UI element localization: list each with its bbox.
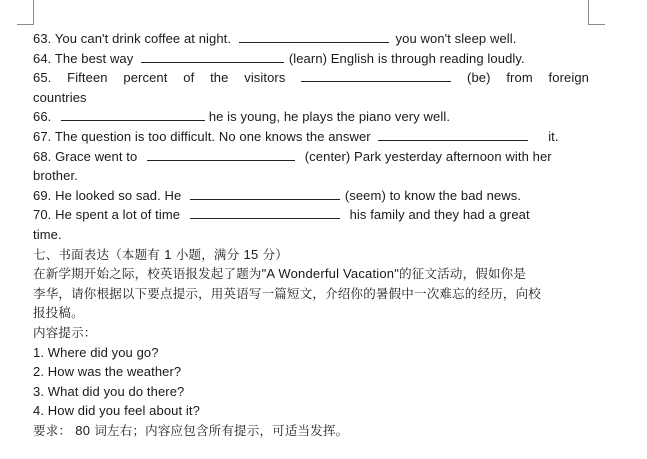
intro-text: 在新学期开始之际，校英语报发起了题为 xyxy=(33,266,262,282)
q68-text-start: 68. Grace went to xyxy=(33,148,138,164)
writing-intro-line-1 xyxy=(33,264,589,284)
question-66 xyxy=(33,107,589,127)
section-question-count: 1 xyxy=(164,246,172,262)
q64-text-end: (learn) English is through reading loudly. xyxy=(288,50,525,66)
question-68-continued xyxy=(33,166,589,186)
q65-word: the xyxy=(210,70,229,86)
page-corner-mark-top-right xyxy=(588,0,605,25)
q68-text-end: (center) Park yesterday afternoon with her xyxy=(304,148,552,164)
q69-answer-blank[interactable] xyxy=(190,186,340,200)
question-63 xyxy=(33,29,589,49)
q68-text-cont: brother. xyxy=(33,168,78,184)
q66-text-start: 66. xyxy=(33,109,52,125)
q64-text-start: 64. The best way xyxy=(33,50,134,66)
hint-text: 3. What did you do there? xyxy=(33,383,185,399)
question-65 xyxy=(33,68,589,88)
hints-label-text: 内容提示： xyxy=(33,324,97,340)
q68-answer-blank[interactable] xyxy=(147,147,295,161)
hint-item xyxy=(33,362,589,382)
hint-item xyxy=(33,401,589,421)
hint-item xyxy=(33,382,589,402)
section-title-part: 分） xyxy=(262,246,288,262)
q66-answer-blank[interactable] xyxy=(61,107,205,121)
writing-intro-line-2 xyxy=(33,284,589,304)
q63-text-end: you won't sleep well. xyxy=(395,31,517,46)
question-65-continued xyxy=(33,88,589,108)
requirements-label: 要求： xyxy=(33,422,72,438)
q70-answer-blank[interactable] xyxy=(190,205,340,219)
q65-word: percent xyxy=(123,70,168,86)
question-68 xyxy=(33,147,589,167)
section-score: 15 xyxy=(243,246,259,262)
page-corner-mark-top-left xyxy=(17,0,34,25)
q63-answer-blank[interactable] xyxy=(239,29,389,43)
writing-intro-line-3 xyxy=(33,303,589,323)
hint-text: 1. Where did you go? xyxy=(33,344,159,360)
intro-text: 的征文活动，假如你是 xyxy=(399,266,527,282)
q65-word: (be) xyxy=(467,70,491,86)
q67-text-end: it. xyxy=(548,128,559,144)
q65-word: Fifteen xyxy=(67,70,108,86)
q65-word: of xyxy=(183,70,195,86)
requirements xyxy=(33,421,589,441)
section-title-part: 小题，满分 xyxy=(175,246,240,262)
q66-text-end: he is young, he plays the piano very well. xyxy=(208,109,451,125)
question-70-continued xyxy=(33,225,589,245)
q67-text-start: 67. The question is too difficult. No one knows the answer xyxy=(33,128,371,144)
section-title xyxy=(33,245,589,265)
exam-page xyxy=(33,29,589,440)
q64-answer-blank[interactable] xyxy=(141,49,284,63)
q69-text-end: (seem) to know the bad news. xyxy=(344,187,522,203)
q65-word: foreign xyxy=(548,70,589,86)
q65-word: from xyxy=(506,70,533,86)
q70-text-end: his family and they had a great xyxy=(349,207,530,223)
q70-text-cont: time. xyxy=(33,226,62,242)
question-64 xyxy=(33,49,589,69)
hint-text: 2. How was the weather? xyxy=(33,364,182,380)
hints-label xyxy=(33,323,589,343)
q63-text-start: 63. You can't drink coffee at night. xyxy=(33,31,232,46)
q65-word: visitors xyxy=(244,70,286,86)
intro-text: 报投稿。 xyxy=(33,305,84,321)
hint-item xyxy=(33,343,589,363)
q70-text-start: 70. He spent a lot of time xyxy=(33,207,181,223)
essay-title: "A Wonderful Vacation" xyxy=(261,266,400,282)
question-70 xyxy=(33,205,589,225)
q67-answer-blank[interactable] xyxy=(378,127,528,141)
question-69 xyxy=(33,186,589,206)
q65-word: 65. xyxy=(33,70,52,86)
q65-answer-blank[interactable] xyxy=(301,68,451,82)
requirements-text: 词左右；内容应包含所有提示，可适当发挥。 xyxy=(94,422,349,438)
intro-text: 李华，请你根据以下要点提示，用英语写一篇短文，介绍你的暑假中一次难忘的经历，向校 xyxy=(33,285,542,301)
section-title-part: 七、书面表达（本题有 xyxy=(33,246,161,262)
question-67 xyxy=(33,127,589,147)
q69-text-start: 69. He looked so sad. He xyxy=(33,187,182,203)
word-count: 80 xyxy=(75,422,91,438)
q65-text-cont: countries xyxy=(33,89,87,105)
hint-text: 4. How did you feel about it? xyxy=(33,403,200,419)
